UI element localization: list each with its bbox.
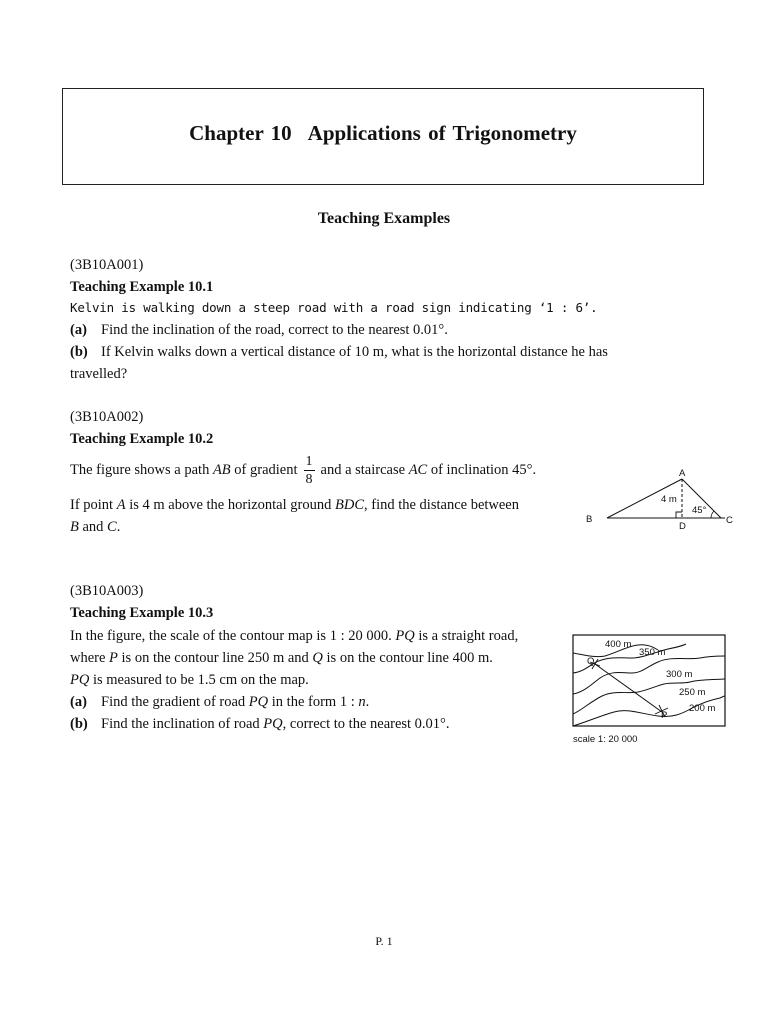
ex1-b-text: If Kelvin walks down a vertical distance of 10 m, what is the horizontal distance he has [101, 344, 608, 360]
label-d: D [679, 521, 686, 532]
ex3-a-label: (a) [70, 694, 87, 710]
contour-map [570, 634, 730, 746]
ex3-b-label: (b) [70, 716, 88, 732]
ex3-line1 [70, 627, 518, 645]
map-label-q: Q [587, 656, 595, 667]
ex2-text: of inclination 45°. [427, 462, 537, 478]
ex3-line2 [70, 649, 493, 667]
ex3-road-pq: PQ [263, 716, 283, 732]
ex1-b-label: (b) [70, 344, 88, 360]
ex1-intro: Kelvin is walking down a steep road with a road sign indicating ‘1 : 6’. [70, 300, 598, 315]
label-a: A [679, 468, 686, 479]
ex1-a-label: (a) [70, 322, 87, 338]
ex3-road-pq: PQ [70, 672, 90, 688]
map-scale: scale 1: 20 000 [573, 734, 638, 745]
ex2-point-b: B [70, 519, 79, 535]
ex3-text: is a straight road, [414, 628, 519, 644]
ex3-text: is measured to be 1.5 cm on the map. [89, 672, 309, 688]
chapter-title-box [62, 88, 704, 185]
ex3-heading: Teaching Example 10.3 [70, 605, 214, 621]
section-title: Teaching Examples [317, 210, 451, 227]
chapter-title [63, 121, 703, 146]
ex2-text: , find the distance between [363, 497, 519, 513]
fraction-numerator: 1 [305, 454, 313, 470]
ex3-road-pq: PQ [395, 628, 415, 644]
ex3-text: is on the contour line 250 m and [117, 650, 313, 666]
ex3-code: (3B10A003) [70, 583, 144, 599]
angle-label: 45° [692, 505, 707, 516]
ex3-text: Find the gradient of road [101, 694, 249, 710]
ex2-path-ab: AB [212, 462, 231, 478]
triangle-figure [580, 462, 740, 537]
contour-label-300: 300 m [666, 669, 693, 680]
ex3-text: Find the inclination of road [101, 716, 264, 732]
ex2-heading: Teaching Example 10.2 [70, 431, 214, 447]
ex3-text: . [365, 694, 370, 710]
ex1-heading: Teaching Example 10.1 [70, 279, 214, 295]
ex2-text: is 4 m above the horizontal ground [125, 497, 335, 513]
ex3-point-q: Q [312, 650, 323, 666]
ex2-point-a: A [116, 497, 126, 513]
ex2-line3 [70, 518, 120, 536]
ex1-a-text: Find the inclination of the road, correct to the nearest 0.01°. [101, 322, 448, 338]
ex2-text: and a staircase [320, 462, 409, 478]
ex2-text: . [116, 519, 121, 535]
chapter-name: Applications of Trigonometry [307, 121, 577, 145]
ex2-line2 [70, 496, 519, 514]
contour-label-400: 400 m [605, 639, 632, 650]
chapter-number: Chapter 10 [189, 121, 292, 145]
ex2-text: If point [70, 497, 117, 513]
ex1-part-a [70, 321, 448, 339]
right-angle-mark [676, 512, 682, 518]
ex3-point-p: P [109, 650, 118, 666]
ex2-line1 [70, 453, 536, 487]
ex1-b-text-cont: travelled? [70, 366, 128, 382]
ex3-text: where [70, 650, 110, 666]
fraction-denominator: 8 [305, 472, 313, 488]
ex3-text: In the figure, the scale of the contour map is 1 : 20 000. [70, 628, 396, 644]
label-c: C [726, 515, 733, 526]
label-b: B [586, 514, 593, 525]
ex3-part-b [70, 715, 449, 733]
map-label-p: P [661, 710, 668, 721]
ex3-n: n [358, 694, 366, 710]
ex2-text: and [78, 519, 108, 535]
ex3-line3 [70, 671, 309, 689]
ex3-text: in the form 1 : [268, 694, 359, 710]
gradient-fraction [304, 454, 315, 487]
ex3-text: is on the contour line 400 m. [322, 650, 493, 666]
height-label: 4 m [661, 494, 677, 505]
ex2-point-c: C [107, 519, 117, 535]
contour-label-200: 200 m [689, 703, 716, 714]
ex2-text: The figure shows a path [70, 462, 213, 478]
ex2-ground-bdc: BDC [334, 497, 364, 513]
ex1-part-b [70, 343, 608, 361]
ex2-code: (3B10A002) [70, 409, 144, 425]
ex2-text: of gradient [230, 462, 298, 478]
ex1-code: (3B10A001) [70, 257, 144, 273]
ex3-text: , correct to the nearest 0.01°. [282, 716, 450, 732]
ex2-staircase-ac: AC [408, 462, 428, 478]
angle-arc [711, 511, 714, 518]
page-number: P. 1 [375, 934, 393, 948]
ex3-part-a [70, 693, 369, 711]
contour-label-250: 250 m [679, 687, 706, 698]
contour-label-350: 350 m [639, 647, 666, 658]
ex3-road-pq: PQ [248, 694, 269, 710]
